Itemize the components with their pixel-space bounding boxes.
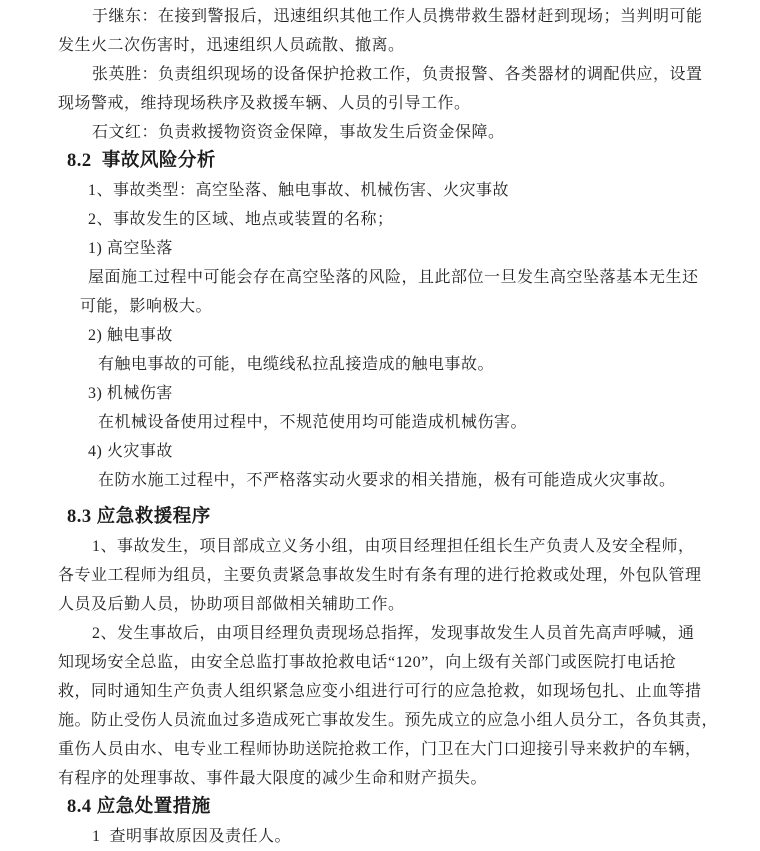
paragraph-line: 于继东：在接到警报后，迅速组织其他工作人员携带救生器材赶到现场；当判明可能: [92, 8, 703, 25]
paragraph-line: 重伤人员由水、电专业工程师协助送院抢救工作，门卫在大门口迎接引导来救护的车辆，: [58, 741, 702, 758]
list-item-line: 1) 高空坠落: [88, 240, 173, 257]
paragraph-line: 救，同时通知生产负责人组织紧急应变小组进行可行的应急抢救，如现场包扎、止血等措: [58, 683, 702, 700]
sub-paragraph-line: 在防水施工过程中，不严格落实动火要求的相关措施，极有可能造成火灾事故。: [98, 472, 676, 489]
paragraph-line: 屋面施工过程中可能会存在高空坠落的风险，且此部位一旦发生高空坠落基本无生还: [88, 269, 699, 286]
paragraph-line: 可能，影响极大。: [80, 298, 213, 315]
list-item-line: 2) 触电事故: [88, 327, 173, 344]
paragraph-line: 知现场安全总监，由安全总监打事故抢救电话“120”，向上级有关部门或医院打电话抢: [58, 654, 677, 671]
section-heading: 8.3 应急救援程序: [67, 507, 211, 527]
paragraph-line: 现场警戒，维持现场秩序及救援车辆、人员的引导工作。: [58, 95, 471, 112]
section-heading: 8.2 事故风险分析: [67, 151, 216, 171]
list-item-line: 2、事故发生的区域、地点或装置的名称；: [88, 211, 394, 228]
sub-paragraph-line: 在机械设备使用过程中，不规范使用均可能造成机械伤害。: [98, 414, 528, 431]
paragraph-line: 各专业工程师为组员，主要负责紧急事故发生时有条有理的进行抢救或处理，外包队管理: [58, 567, 702, 584]
sub-paragraph-line: 有触电事故的可能，电缆线私拉乱接造成的触电事故。: [98, 356, 495, 373]
paragraph-line: 人员及后勤人员，协助项目部做相关辅助工作。: [58, 596, 405, 613]
paragraph-line: 张英胜：负责组织现场的设备保护抢救工作，负责报警、各类器材的调配供应，设置: [92, 66, 703, 83]
list-item-line: 4) 火灾事故: [88, 443, 173, 460]
list-item-line: 1 查明事故原因及责任人。: [92, 828, 292, 845]
paragraph-line: 2、发生事故后，由项目经理负责现场总指挥，发现事故发生人员首先高声呼喊，通: [92, 625, 695, 642]
paragraph-line: 有程序的处理事故、事件最大限度的减少生命和财产损失。: [58, 770, 488, 787]
list-item-line: 3) 机械伤害: [88, 385, 173, 402]
paragraph-line: 施。防止受伤人员流血过多造成死亡事故发生。预先成立的应急小组人员分工，各负其责，: [58, 712, 719, 729]
section-heading: 8.4 应急处置措施: [67, 797, 211, 817]
list-item-line: 1、事故类型：高空坠落、触电事故、机械伤害、火灾事故: [88, 182, 510, 199]
paragraph-line: 发生火二次伤害时，迅速组织人员疏散、撤离。: [58, 37, 405, 54]
paragraph-line: 1、事故发生，项目部成立义务小组，由项目经理担任组长生产负责人及安全程师，: [92, 538, 695, 555]
paragraph-line: 石文红：负责救援物资资金保障，事故发生后资金保障。: [92, 124, 505, 141]
